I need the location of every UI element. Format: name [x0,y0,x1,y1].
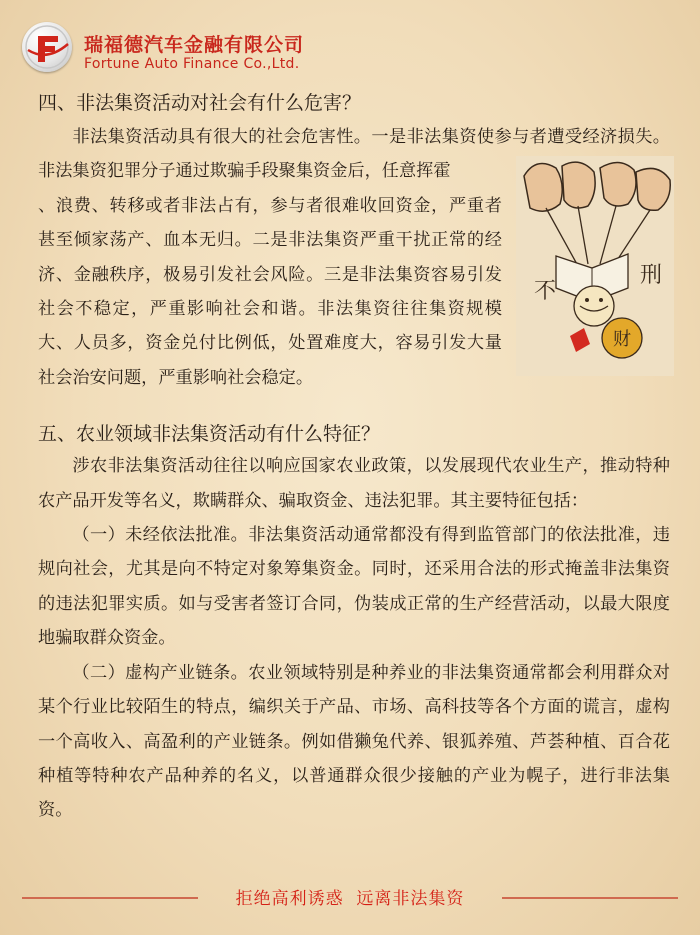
svg-text:财: 财 [613,329,631,350]
section5-item-1: （一）未经依法批准。非法集资活动通常都没有得到监管部门的依法批准，违规向社会，尤其是向不特定对象筹集资金。同时，还采用合法的形式掩盖非法集资的违法犯罪实质。如与受害者签订合同，伪装成正常的生产经营活动，以最大限度地骗取群众资金。 [38,525,670,649]
svg-text:刑: 刑 [640,263,663,288]
section5-intro: 涉农非法集资活动往往以响应国家农业政策，以发展现代农业生产，推动特种农产品开发等名义，欺瞒群众、骗取资金、违法犯罪。其主要特征包括： [38,456,670,511]
fortune-f-logo-icon [22,22,72,72]
section5-item-2: （二）虚构产业链条。农业领域特别是种养业的非法集资通常都会利用群众对某个行业比较陌生的特点，编织关于产品、市场、高科技等各个方面的谎言，虚构一个高收入、高盈利的产业链条。例如借獭兔代养、银狐养殖、芦荟种植、百合花种植等特种农产品种养的名义，以普通群众很少接触的产业为幌子，进行非法集资。 [38,662,670,821]
svg-text:不: 不 [534,279,557,304]
company-name-cn: 瑞福德汽车金融有限公司 [84,34,305,56]
section5-heading: 五、农业领域非法集资活动有什么特征？ [38,423,381,446]
section4-paragraph-1-continued: 、浪费、转移或者非法占有，参与者很难收回资金，严重者甚至倾家荡产、血本无归。二是非法集资严重干扰正常的经济、金融秩序，极易引发社会风险。三是非法集资容易引发社会不稳定，严重影响社会和谐。非法集资往往集资规模大、人员多，资金兑付比例低，处置难度大，容易引发大量社会治安问题，严重影响社会稳定。 [38,195,502,388]
section4-paragraph-1: 非法集资活动具有很大的社会危害性。一是非法集资使参与者遭受经济损失。非法集资犯罪分子通过欺骗手段聚集资金后，任意挥霍 [38,127,670,182]
article-content [38,88,670,828]
section4-body [38,120,670,395]
company-name-en: Fortune Auto Finance Co.,Ltd. [84,56,300,72]
header [22,12,442,76]
footer-slogan: 拒绝高利诱惑 远离非法集资 [235,889,465,909]
section4-heading: 四、非法集资活动对社会有什么危害？ [38,92,362,114]
hands-grabbing-money-cartoon-icon [516,156,674,376]
